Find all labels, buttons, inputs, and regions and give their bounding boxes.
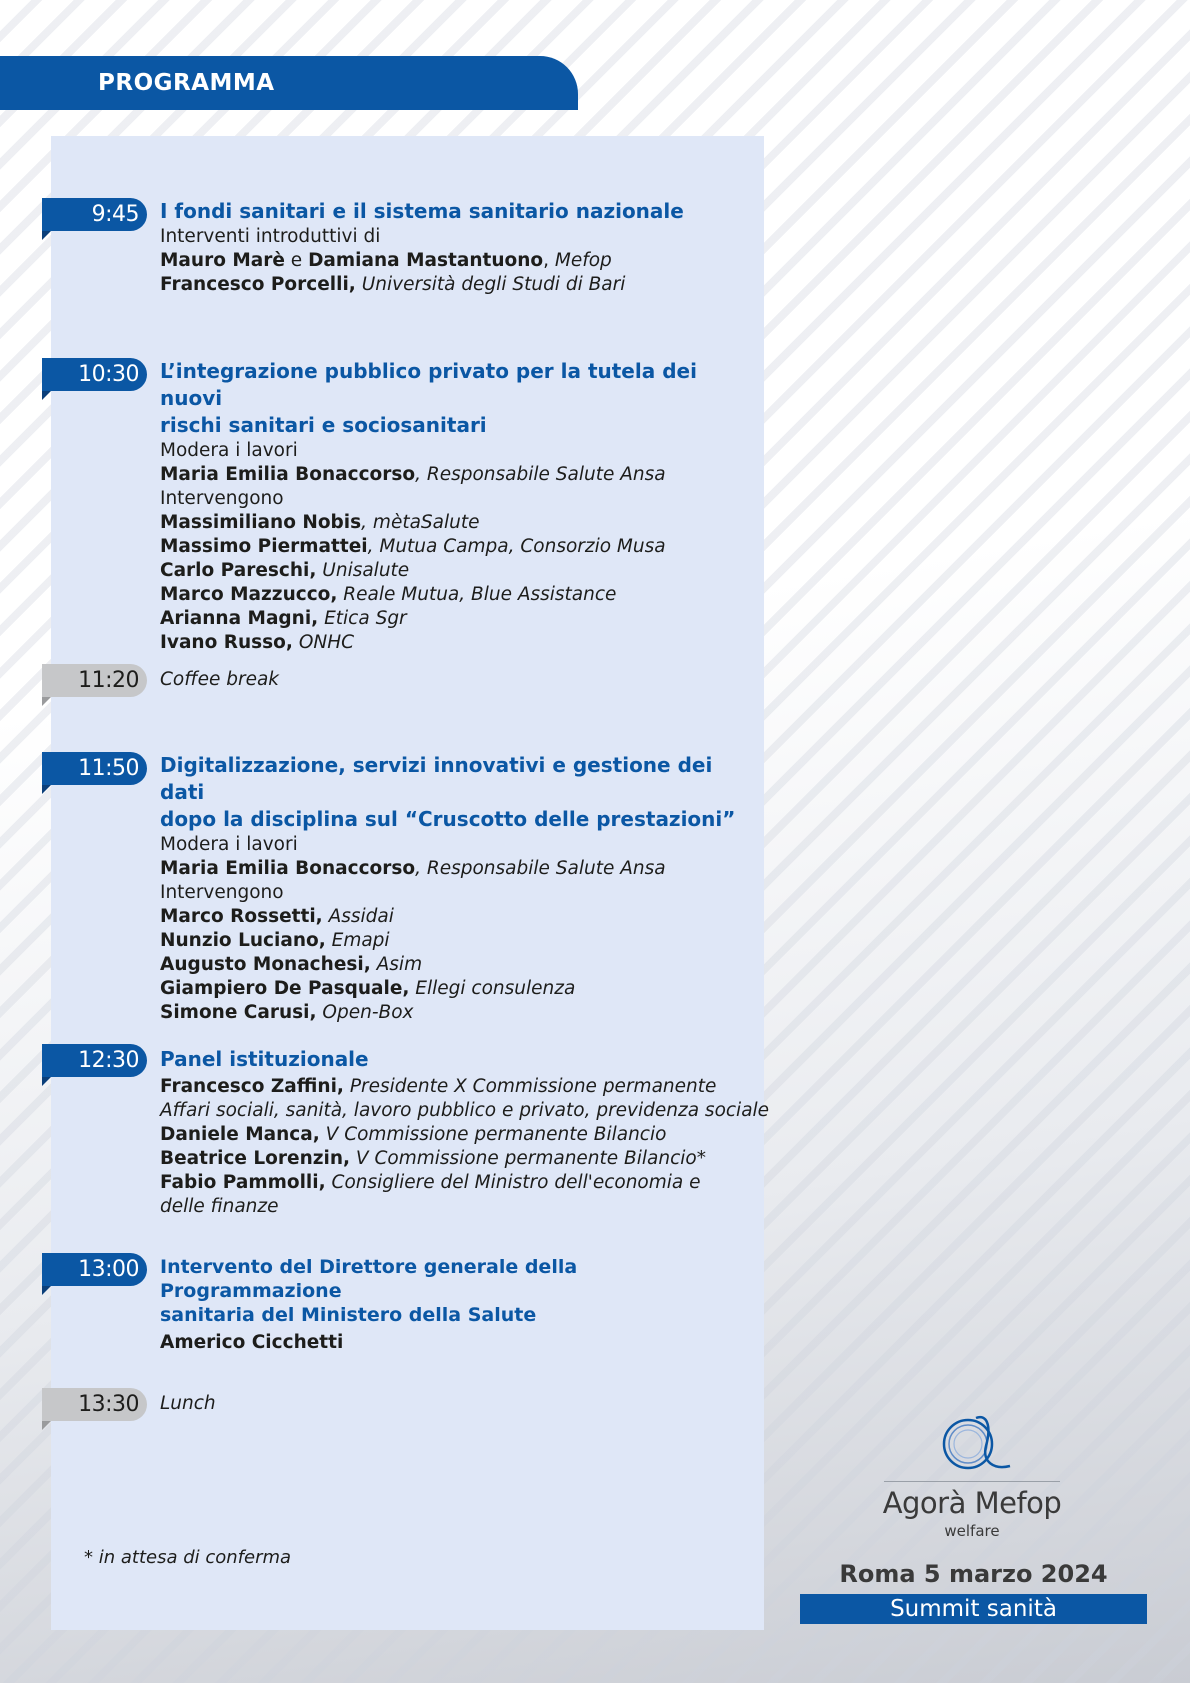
speaker-org: delle finanze	[160, 1196, 279, 1217]
speaker-name: Giampiero De Pasquale,	[160, 978, 410, 999]
speaker-name: Ivano Russo,	[160, 632, 293, 653]
speaker-line	[160, 953, 760, 977]
speakers-label: Intervengono	[160, 488, 284, 509]
speaker-name: Damiana Mastantuono	[308, 250, 544, 271]
speaker-line	[160, 511, 760, 535]
agora-mefop-logo	[872, 1410, 1072, 1540]
conjunction: e	[284, 250, 309, 271]
separator: ,	[543, 250, 555, 271]
speaker-name: Maria Emilia Bonaccorso	[160, 858, 416, 879]
slot-content	[160, 1255, 760, 1355]
speaker-line	[160, 249, 760, 273]
speaker-name: Arianna Magni,	[160, 608, 319, 629]
speaker-org: V Commissione permanente Bilancio*	[350, 1148, 706, 1169]
session-title-line: sanitaria del Ministero della Salute	[160, 1304, 537, 1326]
speaker-org: Open-Box	[316, 1002, 414, 1023]
speaker-name: Maria Emilia Bonaccorso	[160, 464, 416, 485]
session-title-line: Intervento del Direttore generale della Programmazione	[160, 1256, 578, 1302]
speaker-line	[160, 607, 760, 631]
speaker-name: Marco Rossetti,	[160, 906, 323, 927]
speaker-org: , Responsabile Salute Ansa	[415, 858, 666, 879]
speaker-line	[160, 631, 760, 655]
speaker-line	[160, 1075, 760, 1099]
speaker-name: Carlo Pareschi,	[160, 560, 317, 581]
time-badge: 13:00	[42, 1253, 147, 1286]
speaker-org: , mètaSalute	[361, 512, 480, 533]
slot-content	[160, 752, 760, 1025]
header-bar	[0, 56, 578, 110]
break-label: Lunch	[160, 1393, 216, 1414]
logo-mark-icon	[872, 1410, 1072, 1480]
speaker-org: Università degli Studi di Bari	[355, 274, 626, 295]
speaker-name: Daniele Manca,	[160, 1124, 320, 1145]
speaker-org: Emapi	[325, 930, 390, 951]
speaker-org: Asim	[370, 954, 423, 975]
speaker-org: Consigliere del Ministro dell'economia e	[325, 1172, 701, 1193]
speaker-name: Francesco Porcelli,	[160, 274, 356, 295]
speaker-name: Massimiliano Nobis	[160, 512, 362, 533]
session-title: Panel istituzionale	[160, 1047, 369, 1071]
speaker-line	[160, 1195, 760, 1219]
moderator-line	[160, 463, 760, 487]
speaker-name: Massimo Piermattei	[160, 536, 368, 557]
speaker-line	[160, 977, 760, 1001]
speaker-line	[160, 1001, 760, 1025]
slot-content	[160, 1046, 770, 1219]
speaker-line	[160, 559, 760, 583]
speaker-name: Nunzio Luciano,	[160, 930, 326, 951]
speaker-line	[160, 1147, 760, 1171]
time-badge: 10:30	[42, 358, 147, 391]
speaker-org: Presidente X Commissione permanente	[343, 1076, 717, 1097]
session-title-line: L’integrazione pubblico privato per la tutela dei nuovi	[160, 359, 697, 410]
speaker-line	[160, 1099, 770, 1123]
speaker-name: Mauro Marè	[160, 250, 285, 271]
speaker-org: Affari sociali, sanità, lavoro pubblico e privato, previdenza sociale	[160, 1100, 770, 1121]
speaker-org: Unisalute	[316, 560, 410, 581]
speaker-line	[160, 929, 760, 953]
time-badge: 11:50	[42, 752, 147, 785]
speaker-org: Assidai	[322, 906, 394, 927]
session-title-line: Digitalizzazione, servizi innovativi e gestione dei dati	[160, 753, 713, 804]
moderator-label: Modera i lavori	[160, 440, 298, 461]
session-title-line: dopo la disciplina sul “Cruscotto delle prestazioni”	[160, 807, 736, 831]
speaker-line	[160, 1123, 760, 1147]
logo-subtitle: welfare	[944, 1522, 1000, 1540]
time-badge: 12:30	[42, 1044, 147, 1077]
intro-text: Interventi introduttivi di	[160, 226, 381, 247]
time-badge: 13:30	[42, 1388, 147, 1421]
speaker-name: Francesco Zaffini,	[160, 1076, 344, 1097]
session-title-line: rischi sanitari e sociosanitari	[160, 413, 487, 437]
speaker-org: Ellegi consulenza	[409, 978, 576, 999]
speaker-org: ONHC	[292, 632, 355, 653]
speaker-org: Reale Mutua, Blue Assistance	[337, 584, 617, 605]
speaker-org: Mefop	[554, 250, 612, 271]
footnote: * in attesa di conferma	[84, 1547, 292, 1568]
speaker-org: Etica Sgr	[318, 608, 407, 629]
logo-divider	[884, 1481, 1060, 1482]
moderator-label: Modera i lavori	[160, 834, 298, 855]
speaker-line	[160, 1171, 760, 1195]
speaker-name: Simone Carusi,	[160, 1002, 317, 1023]
session-title: I fondi sanitari e il sistema sanitario nazionale	[160, 199, 684, 223]
logo-name: Agorà Mefop	[882, 1486, 1062, 1520]
event-date: Roma 5 marzo 2024	[839, 1560, 1108, 1588]
time-badge: 11:20	[42, 664, 147, 697]
speakers-label: Intervengono	[160, 882, 284, 903]
event-name: Summit sanità	[800, 1594, 1147, 1624]
moderator-line	[160, 857, 760, 881]
program-panel	[51, 136, 770, 1630]
speaker-line	[160, 583, 760, 607]
speaker-name: Beatrice Lorenzin,	[160, 1148, 351, 1169]
speaker-line	[160, 273, 760, 297]
time-badge: 9:45	[42, 198, 147, 231]
speaker-name: Fabio Pammolli,	[160, 1172, 326, 1193]
speaker-org: , Mutua Campa, Consorzio Musa	[367, 536, 666, 557]
page-title: PROGRAMMA	[98, 70, 275, 96]
slot-content	[160, 198, 760, 297]
speaker-name: Augusto Monachesi,	[160, 954, 371, 975]
speaker-line	[160, 905, 760, 929]
speaker-line	[160, 535, 760, 559]
speaker-org: , Responsabile Salute Ansa	[415, 464, 666, 485]
speaker-name: Marco Mazzucco,	[160, 584, 338, 605]
speaker-name: Americo Cicchetti	[160, 1332, 344, 1353]
speaker-org: V Commissione permanente Bilancio	[319, 1124, 667, 1145]
slot-content	[160, 358, 760, 655]
break-label: Coffee break	[160, 669, 280, 690]
